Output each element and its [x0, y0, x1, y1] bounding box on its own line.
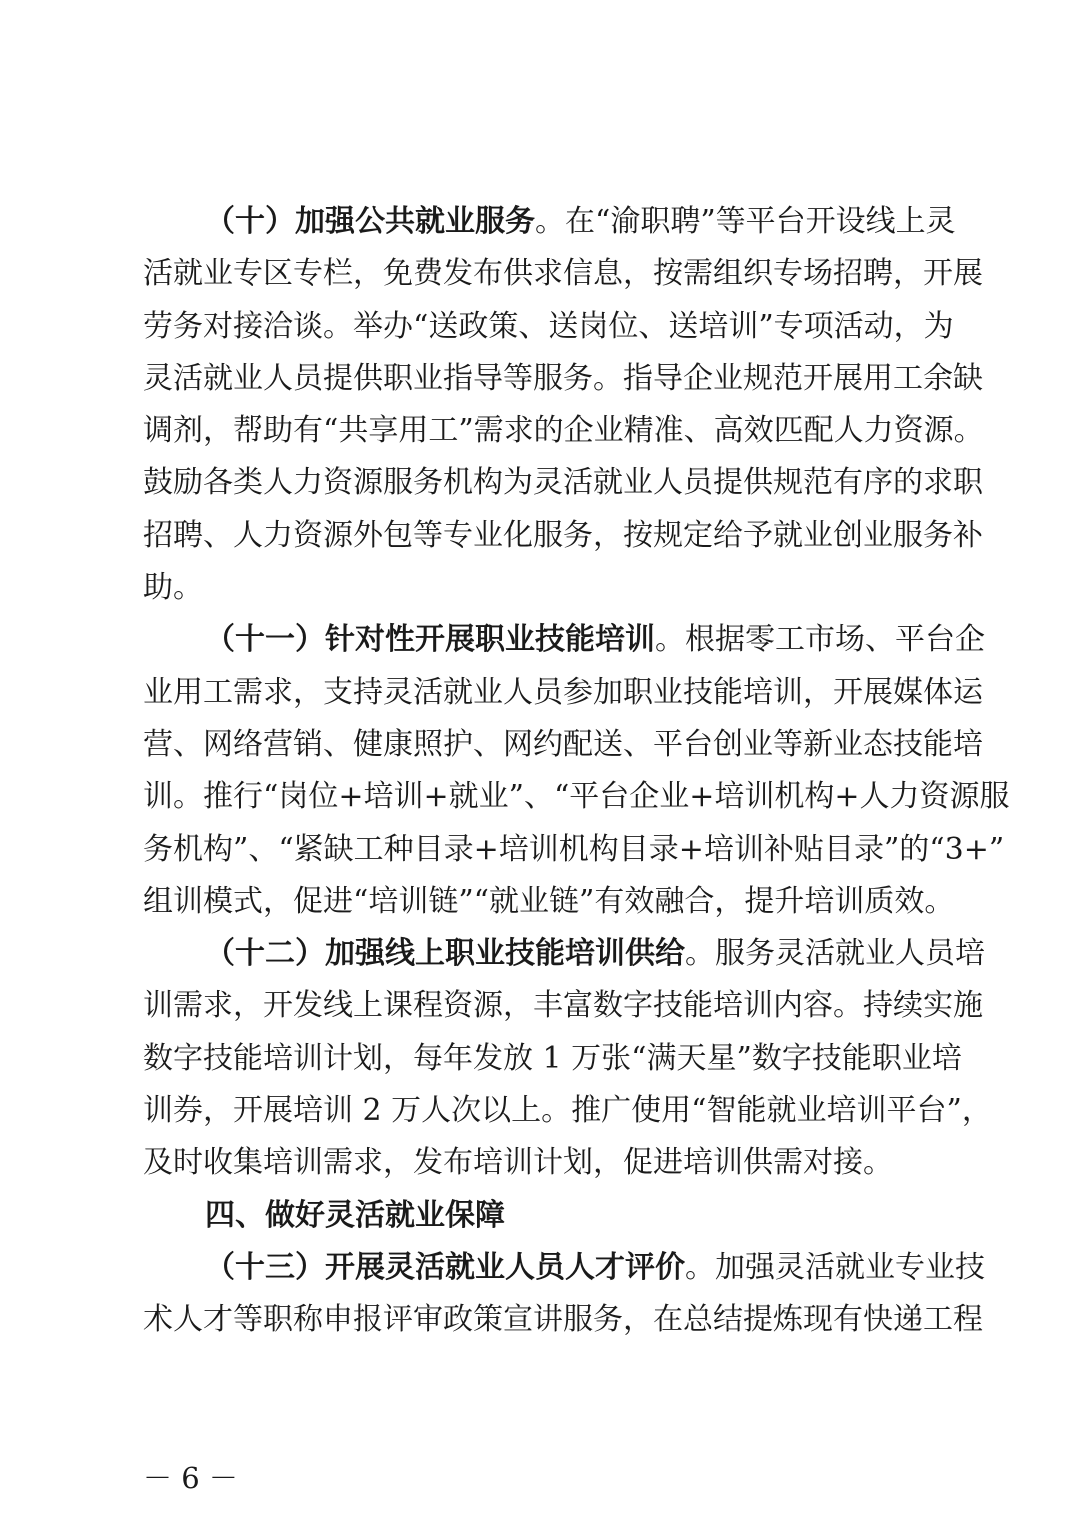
- paragraph-10-line: 鼓励各类人力资源服务机构为灵活就业人员提供规范有序的求职: [143, 465, 983, 501]
- paragraph-11-line: 训。推行“岗位+培训+就业”、“平台企业+培训机构+人力资源服: [143, 779, 1010, 815]
- paragraph-13-text: 。加强灵活就业专业技: [685, 1249, 985, 1285]
- paragraph-12-line: 数字技能培训计划，每年发放 1 万张“满天星”数字技能职业培: [143, 1040, 962, 1076]
- paragraph-12-last-line: 及时收集培训需求，发布培训计划，促进培训供需对接。: [143, 1145, 893, 1181]
- paragraph-11-text: 。根据零工市场、平台企: [655, 622, 985, 658]
- paragraph-12-line: 训需求，开发线上课程资源，丰富数字技能培训内容。持续实施: [143, 988, 983, 1024]
- paragraph-13-first-line: [143, 1242, 985, 1294]
- paragraph-10-first-line: [143, 196, 956, 248]
- paragraph-11-line: 营、网络营销、健康照护、网约配送、平台创业等新业态技能培: [143, 726, 983, 762]
- paragraph-10-line: 劳务对接洽谈。举办“送政策、送岗位、送培训”专项活动，为: [143, 308, 954, 344]
- page-number: － 6 －: [143, 1461, 238, 1495]
- paragraph-12-first-line: [143, 928, 985, 980]
- paragraph-11-line: 务机构”、“紧缺工种目录+培训机构目录+培训补贴目录”的“3+”: [143, 831, 1005, 867]
- paragraph-11-last-line: 组训模式，促进“培训链”“就业链”有效融合，提升培训质效。: [143, 883, 955, 919]
- paragraph-13-line: 术人才等职称申报评审政策宣讲服务，在总结提炼现有快递工程: [143, 1302, 983, 1338]
- paragraph-10-line: 活就业专区专栏，免费发布供求信息，按需组织专场招聘，开展: [143, 256, 983, 292]
- paragraph-10-last-line: 助。: [143, 570, 203, 606]
- paragraph-13-heading: （十三）开展灵活就业人员人才评价: [205, 1249, 685, 1285]
- paragraph-12-heading: （十二）加强线上职业技能培训供给: [205, 936, 685, 972]
- paragraph-11-heading: （十一）针对性开展职业技能培训: [205, 622, 655, 658]
- section-4-heading: 四、做好灵活就业保障: [205, 1197, 505, 1233]
- paragraph-12-text: 。服务灵活就业人员培: [685, 936, 985, 972]
- paragraph-10-heading: （十）加强公共就业服务: [205, 204, 535, 239]
- paragraph-12-line: 训券，开展培训 2 万人次以上。推广使用“智能就业培训平台”，: [143, 1093, 992, 1129]
- paragraph-11-first-line: [143, 614, 985, 666]
- paragraph-10-line: 灵活就业人员提供职业指导等服务。指导企业规范开展用工余缺: [143, 360, 983, 396]
- paragraph-10-line: 招聘、人力资源外包等专业化服务，按规定给予就业创业服务补: [143, 517, 983, 553]
- paragraph-10-line: 调剂，帮助有“共享用工”需求的企业精准、高效匹配人力资源。: [143, 413, 984, 449]
- document-body: [143, 196, 1010, 1347]
- paragraph-11-line: 业用工需求，支持灵活就业人员参加职业技能培训，开展媒体运: [143, 674, 983, 710]
- paragraph-10-text: 。在“渝职聘”等平台开设线上灵: [535, 204, 956, 239]
